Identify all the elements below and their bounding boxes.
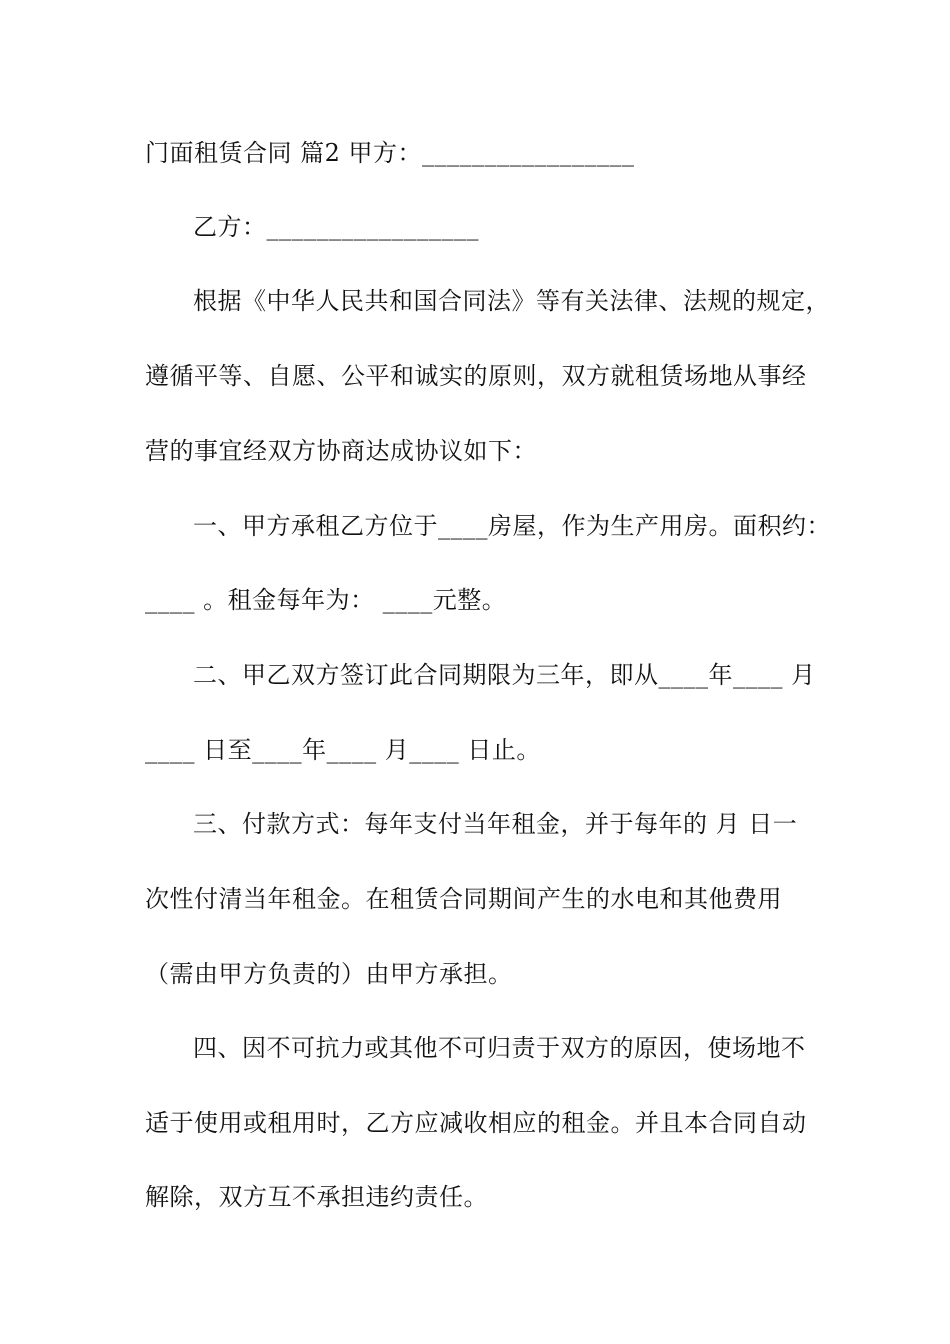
clause-2-line-2: ____ 日至____年____ 月____ 日止。 — [145, 736, 541, 764]
preamble-line-1: 根据《中华人民共和国合同法》等有关法律、法规的规定， — [193, 287, 830, 315]
clause-3-line-2: 次性付清当年租金。在租赁合同期间产生的水电和其他费用 — [145, 885, 782, 913]
clause-4-line-3: 解除，双方互不承担违约责任。 — [145, 1183, 488, 1211]
preamble-line-3: 营的事宜经双方协商达成协议如下： — [145, 437, 537, 465]
clause-3-line-3: （需由甲方负责的）由甲方承担。 — [145, 960, 513, 988]
clause-3-line-1: 三、付款方式：每年支付当年租金，并于每年的 月 日一 — [193, 810, 798, 838]
clause-2-line-1: 二、甲乙双方签订此合同期限为三年，即从____年____ 月 — [193, 661, 816, 689]
clause-4-line-1: 四、因不可抗力或其他不可归责于双方的原因，使场地不 — [193, 1034, 806, 1062]
clause-1-line-1: 一、甲方承租乙方位于____房屋，作为生产用房。面积约： — [193, 512, 831, 540]
preamble-line-2: 遵循平等、自愿、公平和诚实的原则，双方就租赁场地从事经 — [145, 362, 807, 390]
party-b-line: 乙方：_________________ — [193, 213, 479, 241]
clause-4-line-2: 适于使用或租用时，乙方应减收相应的租金。并且本合同自动 — [145, 1109, 807, 1137]
clause-1-line-2: ____ 。租金每年为： ____元整。 — [145, 586, 507, 614]
title-and-party-a-line: 门面租赁合同 篇2 甲方：_________________ — [145, 139, 635, 167]
